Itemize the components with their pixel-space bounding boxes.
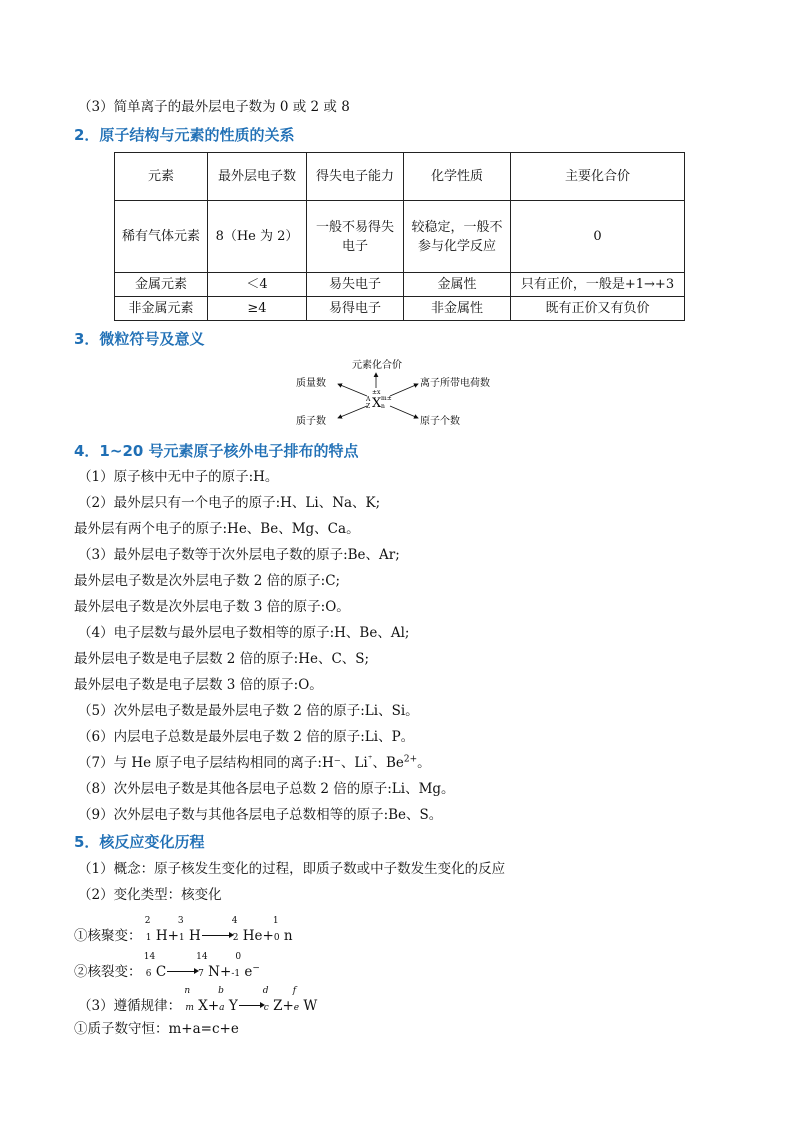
table-cell: ≥4 — [208, 297, 307, 321]
section-heading: 4．1~20 号元素原子核外电子排布的特点 — [74, 442, 359, 460]
symbol-valence-superscript: ±x — [372, 389, 381, 396]
nuclide: n m X — [184, 986, 208, 1014]
nuclide: b a Y — [218, 986, 238, 1014]
text-line: （5）次外层电子数是最外层电子数 2 倍的原子:Li、Si。 — [78, 703, 419, 719]
rule-equation: （3）遵循规律： n m X+ b a Y d c Z+ f e W — [78, 986, 318, 1014]
table-cell: ＜4 — [208, 273, 307, 297]
text-line-ions — [78, 754, 431, 772]
table-cell: 稀有气体元素 — [115, 201, 208, 273]
table-cell: 金属性 — [404, 273, 511, 297]
diagram-label-valence: 元素化合价 — [352, 360, 402, 371]
arrow-lower-left — [338, 406, 367, 418]
text-segment: 、Be — [372, 755, 404, 771]
table-cell: 非金属性 — [404, 297, 511, 321]
diagram-label-mass-number: 质量数 — [296, 378, 326, 389]
text-line: 最外层电子数是次外层电子数 2 倍的原子:C; — [74, 573, 341, 589]
fusion-equation: ①核聚变： 2 1 H+ 3 1 H 4 2 He+ 1 0 n — [74, 916, 293, 944]
nuclide: 14 6 C — [143, 952, 167, 980]
diagram-label-ion-charge: 离子所带电荷数 — [420, 378, 490, 389]
text-line: 最外层电子数是电子层数 2 倍的原子:He、C、S; — [74, 651, 370, 667]
text-segment: ⁻、Li — [333, 755, 368, 771]
nuclide: 14 7 N — [196, 952, 220, 980]
fission-equation: ②核裂变： 14 6 C 14 7 N+ 0 -1 e− — [74, 952, 260, 980]
table-cell: 易得电子 — [307, 297, 404, 321]
text-line: （9）次外层电子数与其他各层电子总数相等的原子:Be、S。 — [78, 807, 443, 823]
table-cell: 8（He 为 2） — [208, 201, 307, 273]
symbol-proton-number: Z — [366, 403, 371, 410]
text-line: （3）最外层电子数等于次外层电子数的原子:Be、Ar; — [78, 547, 400, 563]
table-cell: 既有正价又有负价 — [511, 297, 685, 321]
table-header: 主要化合价 — [511, 153, 685, 201]
nuclide: f e W — [292, 986, 318, 1014]
text-line: 最外层有两个电子的原子:He、Be、Mg、Ca。 — [74, 521, 360, 537]
text-line: （2）变化类型：核变化 — [78, 887, 222, 903]
symbol-charge-superscript: m± — [381, 395, 392, 402]
table-header: 元素 — [115, 153, 208, 201]
nuclide: 4 2 He — [231, 916, 263, 944]
equation-label: ①核聚变： — [74, 928, 142, 944]
text-line: （1）原子核中无中子的原子:H。 — [78, 469, 279, 485]
nuclide: 1 0 n — [272, 916, 293, 944]
charge-superscript: ⁺ — [367, 754, 373, 765]
nuclide: 2 1 H — [144, 916, 168, 944]
particle-symbol-diagram — [292, 356, 507, 436]
table-row — [115, 297, 685, 321]
reaction-arrow — [167, 971, 197, 972]
text-line: （2）最外层只有一个电子的原子:H、Li、Na、K; — [78, 495, 381, 511]
equation-label: （3）遵循规律： — [78, 998, 182, 1014]
text-line: 最外层电子数是次外层电子数 3 倍的原子:O。 — [74, 599, 350, 615]
table-header: 化学性质 — [404, 153, 511, 201]
symbol-atom-count-subscript: n — [381, 403, 385, 410]
text-line: 最外层电子数是电子层数 3 倍的原子:O。 — [74, 677, 323, 693]
arrow-lower-right — [390, 406, 418, 418]
nuclide: 0 -1 e− — [231, 952, 260, 980]
text-line: （4）电子层数与最外层电子数相等的原子:H、Be、Al; — [78, 625, 410, 641]
nuclide: 3 1 H — [177, 916, 201, 944]
table-cell: 0 — [511, 201, 685, 273]
section-heading: 2．原子结构与元素的性质的关系 — [74, 126, 295, 144]
text-segment: 。 — [417, 755, 431, 771]
table-cell: 易失电子 — [307, 273, 404, 297]
text-line: （1）概念：原子核发生变化的过程，即质子数或中子数发生变化的反应 — [78, 861, 506, 877]
table-header-row — [115, 153, 685, 201]
table-cell: 金属元素 — [115, 273, 208, 297]
table-row — [115, 273, 685, 297]
table-cell: 一般不易得失电子 — [307, 201, 404, 273]
reaction-arrow — [239, 1005, 263, 1006]
conservation-line: ①质子数守恒：m+a=c+e — [74, 1021, 239, 1037]
nuclide: d c Z — [262, 986, 283, 1014]
arrow-upper-left — [338, 384, 367, 396]
diagram-label-atom-count: 原子个数 — [420, 416, 460, 427]
diagram-label-proton-number: 质子数 — [296, 416, 326, 427]
reaction-arrow — [202, 935, 232, 936]
text-line: （8）次外层电子数是其他各层电子总数 2 倍的原子:Li、Mg。 — [78, 781, 455, 797]
charge-superscript: 2+ — [403, 754, 418, 765]
table-header: 最外层电子数 — [208, 153, 307, 201]
text-segment: （7）与 He 原子电子层结构相同的离子:H — [78, 755, 334, 771]
table-cell: 只有正价，一般是+1→+3 — [511, 273, 685, 297]
table-row — [115, 201, 685, 273]
text-line: （6）内层电子总数是最外层电子数 2 倍的原子:Li、P。 — [78, 729, 415, 745]
section-heading: 5．核反应变化历程 — [74, 833, 205, 851]
element-properties-table — [114, 152, 685, 321]
table-cell: 较稳定，一般不参与化学反应 — [404, 201, 511, 273]
equation-label: ②核裂变： — [74, 964, 142, 980]
arrow-upper-right — [390, 384, 418, 396]
text-line: （3）简单离子的最外层电子数为 0 或 2 或 8 — [78, 99, 350, 115]
table-cell: 非金属元素 — [115, 297, 208, 321]
symbol-element: X — [372, 396, 382, 411]
table-header: 得失电子能力 — [307, 153, 404, 201]
symbol-mass-number: A — [366, 396, 371, 403]
section-heading: 3．微粒符号及意义 — [74, 330, 205, 348]
